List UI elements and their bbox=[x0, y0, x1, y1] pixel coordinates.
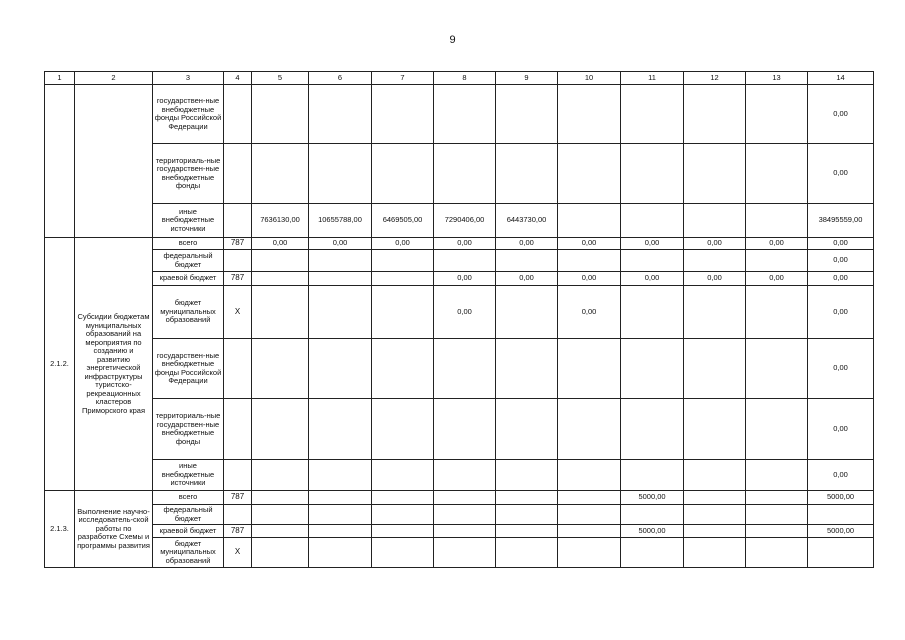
total-cell: 5000,00 bbox=[808, 491, 874, 505]
header-cell: 7 bbox=[372, 72, 434, 85]
table-row bbox=[45, 538, 874, 568]
value-cell: 0,00 bbox=[684, 272, 746, 286]
value-cell: 0,00 bbox=[372, 238, 434, 250]
budget-table bbox=[44, 71, 874, 568]
value-cell: 10655788,00 bbox=[309, 204, 372, 238]
table-row bbox=[45, 238, 874, 250]
table-row bbox=[45, 460, 874, 491]
source-label: всего bbox=[153, 238, 224, 250]
total-cell: 5000,00 bbox=[808, 525, 874, 538]
code-value: 787 bbox=[224, 491, 252, 505]
total-cell: 0,00 bbox=[808, 238, 874, 250]
source-label: иные внебюджетные источники bbox=[153, 204, 224, 238]
page-number: 9 bbox=[449, 34, 456, 46]
total-cell: 0,00 bbox=[808, 144, 874, 204]
value-cell: 0,00 bbox=[746, 238, 808, 250]
table-row bbox=[45, 339, 874, 399]
header-cell: 12 bbox=[684, 72, 746, 85]
value-cell: 0,00 bbox=[621, 272, 684, 286]
table-row bbox=[45, 144, 874, 204]
value-cell: 0,00 bbox=[309, 238, 372, 250]
total-cell: 0,00 bbox=[808, 85, 874, 144]
source-label: бюджет муниципальных образований bbox=[153, 286, 224, 339]
source-label: государствен-ные внебюджетные фонды Российской Федерации bbox=[153, 339, 224, 399]
source-label: всего bbox=[153, 491, 224, 505]
code-cell bbox=[45, 85, 75, 238]
header-row bbox=[45, 72, 874, 85]
total-cell: 0,00 bbox=[808, 286, 874, 339]
code-value: 787 bbox=[224, 525, 252, 538]
total-cell: 0,00 bbox=[808, 460, 874, 491]
value-cell: 0,00 bbox=[621, 238, 684, 250]
value-cell: 6443730,00 bbox=[496, 204, 558, 238]
header-cell: 14 bbox=[808, 72, 874, 85]
value-cell: 0,00 bbox=[496, 238, 558, 250]
code-value: X bbox=[224, 286, 252, 339]
value-cell: 0,00 bbox=[496, 272, 558, 286]
header-cell: 10 bbox=[558, 72, 621, 85]
total-cell: 0,00 bbox=[808, 399, 874, 460]
total-cell: 0,00 bbox=[808, 339, 874, 399]
value-cell: 0,00 bbox=[252, 238, 309, 250]
total-cell: 0,00 bbox=[808, 250, 874, 272]
header-cell: 5 bbox=[252, 72, 309, 85]
header-cell: 9 bbox=[496, 72, 558, 85]
code-value: 787 bbox=[224, 272, 252, 286]
header-cell: 11 bbox=[621, 72, 684, 85]
code-value: 787 bbox=[224, 238, 252, 250]
value-cell: 7290406,00 bbox=[434, 204, 496, 238]
source-label: федеральный бюджет bbox=[153, 250, 224, 272]
table-row bbox=[45, 204, 874, 238]
code-cell: 2.1.3. bbox=[45, 491, 75, 568]
value-cell: 0,00 bbox=[558, 272, 621, 286]
value-cell: 0,00 bbox=[746, 272, 808, 286]
value-cell: 0,00 bbox=[558, 286, 621, 339]
value-cell: 6469505,00 bbox=[372, 204, 434, 238]
value-cell: 7636130,00 bbox=[252, 204, 309, 238]
header-cell: 2 bbox=[75, 72, 153, 85]
table-row bbox=[45, 250, 874, 272]
value-cell: 5000,00 bbox=[621, 525, 684, 538]
source-label: иные внебюджетные источники bbox=[153, 460, 224, 491]
source-label: краевой бюджет bbox=[153, 272, 224, 286]
table-row bbox=[45, 399, 874, 460]
value-cell: 0,00 bbox=[434, 272, 496, 286]
name-cell: Выполнение научно-исследователь-ской работы по разработке Схемы и программы развития bbox=[75, 491, 153, 568]
header-cell: 6 bbox=[309, 72, 372, 85]
header-cell: 1 bbox=[45, 72, 75, 85]
header-cell: 3 bbox=[153, 72, 224, 85]
code-cell: 2.1.2. bbox=[45, 238, 75, 491]
name-cell bbox=[75, 85, 153, 238]
value-cell: 0,00 bbox=[684, 238, 746, 250]
value-cell: 0,00 bbox=[434, 286, 496, 339]
total-cell: 38495559,00 bbox=[808, 204, 874, 238]
table-row bbox=[45, 525, 874, 538]
source-label: государствен-ные внебюджетные фонды Российской Федерации bbox=[153, 85, 224, 144]
header-cell: 13 bbox=[746, 72, 808, 85]
source-label: территориаль-ные государствен-ные внебюджетные фонды bbox=[153, 144, 224, 204]
value-cell: 5000,00 bbox=[621, 491, 684, 505]
table-row bbox=[45, 505, 874, 525]
name-cell: Субсидии бюджетам муниципальных образований на мероприятия по созданию и развитию энергетической инфраструктуры туристско-рекреационных кластеров Приморского края bbox=[75, 238, 153, 491]
table-row bbox=[45, 85, 874, 144]
value-cell: 0,00 bbox=[558, 238, 621, 250]
source-label: территориаль-ные государствен-ные внебюджетные фонды bbox=[153, 399, 224, 460]
source-label: бюджет муниципальных образований bbox=[153, 538, 224, 568]
value-cell: 0,00 bbox=[434, 238, 496, 250]
source-label: краевой бюджет bbox=[153, 525, 224, 538]
table-row bbox=[45, 272, 874, 286]
header-cell: 4 bbox=[224, 72, 252, 85]
code-value: X bbox=[224, 538, 252, 568]
header-cell: 8 bbox=[434, 72, 496, 85]
total-cell: 0,00 bbox=[808, 272, 874, 286]
source-label: федеральный бюджет bbox=[153, 505, 224, 525]
table-row bbox=[45, 491, 874, 505]
table-row bbox=[45, 286, 874, 339]
